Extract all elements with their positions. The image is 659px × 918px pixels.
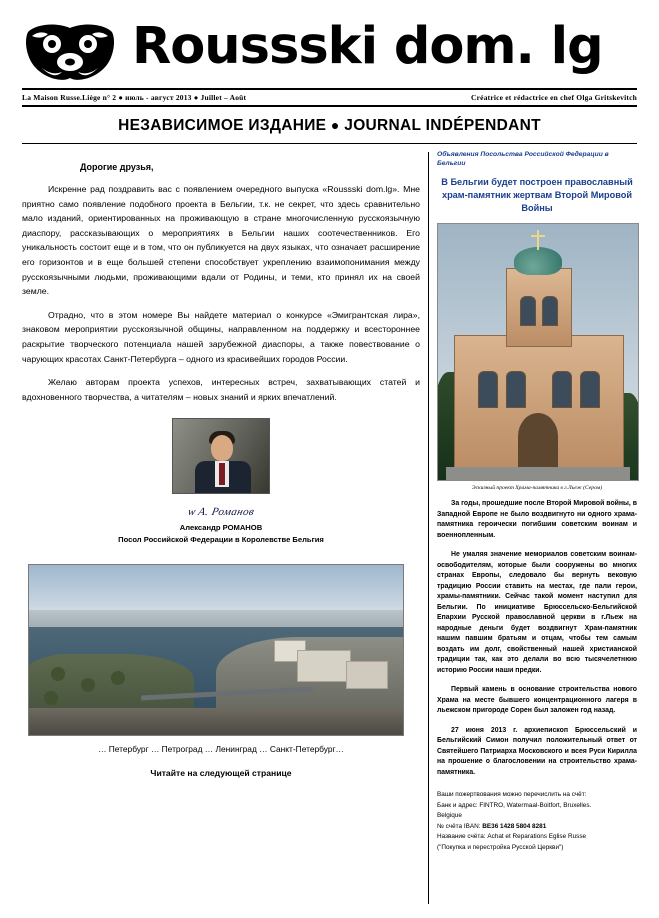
letter-body: [22, 182, 420, 404]
letter-paragraph: Отрадно, что в этом номере Вы найдете материал о конкурсе «Эмигрантская лира», знаковом мероприятии русскоязычной общины, направленном на поддержку и всестороннее раскрытие творческого потенциала нашей зарубежной диаспоры, а также повествование о чарующих красотах Санкт-Петербурга – одного из красивейших городов России.: [22, 309, 420, 364]
banner: [22, 117, 637, 135]
masthead: [0, 0, 659, 84]
article-paragraph: Не умаляя значение мемориалов советским воинам-освободителям, которые были сооружены во многих странах Европы, следовало бы вернуть вековую традицию России ставить на местах, где пали герои, храмы-памятники. Сейчас такой момент наступил для Бельгии. По инициативе Брюссельско-Бельгийской Епархии Русской православной церкви в г.Льеж на народные деньги будет воздвигнут Храм-памятник нашим павшим братьям и отцам, чтобы тем самым воздать им долг, свойственный нашей христианской традиции так, как это делали во всю тысячелетнюю историю России наши предки.: [437, 551, 637, 674]
saint-petersburg-photo: [28, 564, 404, 736]
letter-paragraph: Искренне рад поздравить вас с появлением очередного выпуска «Roussski dom.lg». Мне приятно само появление подобного проекта в Бельгии, т.к. не секрет, что здесь сравнительно мало изданий, ориентированных на проживающую в стране многочисленную русскоязычную диаспору, рассказывающих о мероприятиях в Бельгии наших соотечественников. Его уникальность состоит еще и в том, что он публикуется на двух языках, что означает расширение его горизонтов и в еще большей степени способствует укреплению взаимопонимания между русскоязычными людьми, проживающими вдали от Родины, и теми, кто принял их на своей земле.: [22, 184, 420, 297]
donation-intro: Ваши пожертвования можно перечислить на счёт:: [437, 791, 587, 798]
embassy-announcement-label: Объявления Посольства Российской Федерации в Бельгии: [437, 151, 609, 167]
column-divider: [428, 152, 429, 904]
signer-name: Александр РОМАНОВ: [179, 523, 263, 533]
left-column: [22, 144, 420, 904]
masthead-divider: [22, 88, 637, 90]
portrait-container: [22, 418, 420, 494]
right-column: [437, 144, 637, 904]
bank-country: Belgique: [437, 812, 462, 819]
church-project-photo: [437, 223, 639, 481]
article-paragraph: 27 июня 2013 г. архиепископ Брюссельский и Бельгийский Симон получил положительный ответ от Святейшего Патриарха Московского и всея Руси Кирилла на прошение о благословении на строительство храма-памятника.: [437, 726, 637, 776]
iban-value: BE36 1428 5804 8281: [482, 822, 547, 830]
content-columns: [22, 144, 637, 904]
letter-greeting: Дорогие друзья,: [80, 162, 154, 172]
continue-next-page-note: Читайте на следующей странице: [150, 768, 292, 779]
signer-title: Посол Российской Федерации в Королевстве Бельгия: [118, 535, 324, 545]
account-purpose-label: Название счёта:: [437, 833, 486, 840]
banner-text-ru: НЕЗАВИСИМОЕ ИЗДАНИЕ: [118, 117, 327, 134]
banner-separator: ●: [330, 117, 340, 133]
city-photo-caption: … Петербург … Петроград … Ленинград … Санкт-Петербург…: [98, 744, 344, 755]
ornamental-masthead-logo-icon: [22, 22, 118, 84]
bank-value: FINTRO, Watermaal-Boitfort, Bruxelles.: [479, 801, 592, 809]
donation-details: [437, 790, 637, 852]
banner-text-fr: JOURNAL INDÉPENDANT: [344, 117, 541, 134]
ambassador-portrait-photo: [172, 418, 270, 494]
page-title: Roussski dom. lg: [132, 17, 603, 76]
masthead-divider-2: [22, 105, 637, 107]
article-body: [437, 499, 637, 778]
letter-byline: [22, 523, 420, 544]
article-paragraph: Первый камень в основание строительства нового Храма на месте бывшего концентрационного лагеря в льежском пригороде Сорен был заложен год назад.: [437, 686, 637, 714]
masthead-subline: [22, 93, 637, 102]
article-paragraph: За годы, прошедшие после Второй Мировой войны, в Западной Европе не было воздвигнуто ни одного храма-памятника героически погибшим советским воинам и военнопленным.: [437, 500, 637, 539]
letter-paragraph: Желаю авторам проекта успехов, интересных встреч, захватывающих статей и вдохновенного творчества, а читателям – новых знаний и ярких впечатлений.: [22, 377, 420, 402]
article-headline: В Бельгии будет построен православный храм-памятник жертвам Второй Мировой Войны: [441, 177, 633, 213]
church-photo-caption: Эскизный проект Храма-памятника в г.Льеж (Сером): [471, 485, 603, 491]
masthead-editor-info: Créatrice et rédactrice en chef Olga Gritskevitch: [471, 93, 637, 102]
masthead-issue-info: La Maison Russe.Liège n° 2 ● июль - август 2013 ● Juillet – Août: [22, 93, 247, 102]
account-purpose-value: Achat et Reparations Eglise Russe: [487, 833, 587, 840]
account-purpose-translation: ("Покупка и перестройка Русской Церкви"): [437, 843, 564, 851]
signature-image: w А. Романов: [186, 506, 256, 519]
bank-label: Банк и адрес:: [437, 801, 478, 809]
iban-label: № счёта IBAN:: [437, 822, 481, 830]
